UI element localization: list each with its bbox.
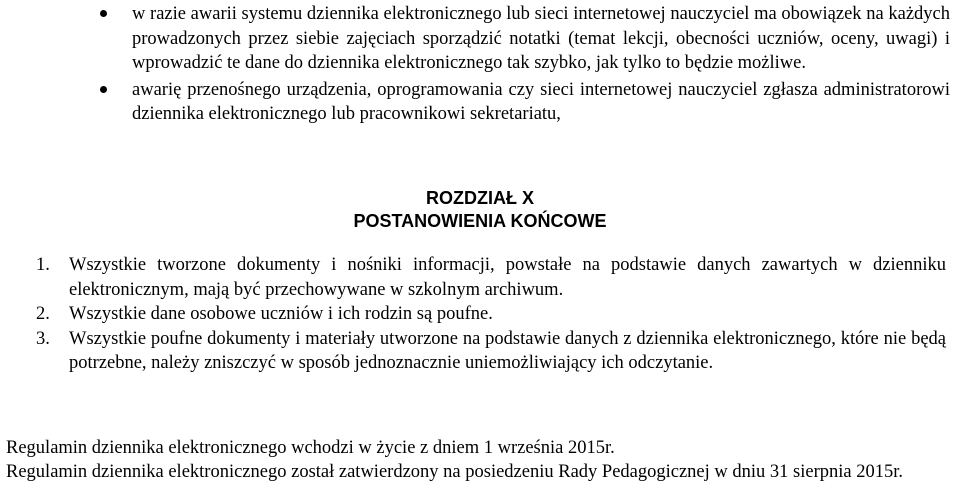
bullet-text: awarię przenośnego urządzenia, oprogramowania czy sieci internetowej nauczyciel zgłasza administratorowi dziennika elektronicznego lub pracownikowi sekretariatu,: [132, 79, 950, 124]
item-text: Wszystkie poufne dokumenty i materiały utworzone na podstawie danych z dziennika elektronicznego, które nie będą potrzebne, należy zniszczyć w sposób jednoznacznie uniemożliwiający ich odczytanie.: [69, 328, 946, 373]
approval-statement: Regulamin dziennika elektronicznego został zatwierdzony na posiedzeniu Rady Pedagogicznej w dniu 31 sierpnia 2015r.: [6, 462, 903, 482]
numbered-list: [0, 253, 960, 376]
item-number: 2.: [36, 304, 50, 324]
bullet-dot-icon: [100, 10, 107, 17]
bullet-dot-icon: [100, 86, 107, 93]
item-number: 3.: [36, 328, 50, 349]
numbered-item: [0, 302, 960, 327]
item-text: Wszystkie tworzone dokumenty i nośniki informacji, powstałe na podstawie danych zawartych w dzienniku elektronicznym, mają być przechowywane w szkolnym archiwum.: [69, 255, 946, 300]
chapter-title: POSTANOWIENIA KOŃCOWE: [353, 211, 607, 231]
bullet-list: [0, 2, 960, 127]
chapter-number: ROZDZIAŁ X: [426, 188, 534, 208]
bullet-item: [0, 2, 960, 76]
item-number: 1.: [36, 255, 50, 275]
numbered-item: [0, 327, 960, 376]
item-text: Wszystkie dane osobowe uczniów i ich rodzin są poufne.: [69, 304, 493, 324]
effective-date-statement: Regulamin dziennika elektronicznego wchodzi w życie z dniem 1 września 2015r.: [6, 438, 615, 458]
bullet-item: [0, 78, 960, 127]
numbered-item: [0, 253, 960, 302]
bullet-text: w razie awarii systemu dziennika elektronicznego lub sieci internetowej nauczyciel ma obowiązek na każdych prowadzonych przez siebie zajęciach sporządzić notatki (temat lekcji, obecności uczniów, oceny, uwagi) i wprowadzić te dane do dziennika elektronicznego tak szybko, jak tylko to będzie możliwe.: [132, 4, 950, 73]
